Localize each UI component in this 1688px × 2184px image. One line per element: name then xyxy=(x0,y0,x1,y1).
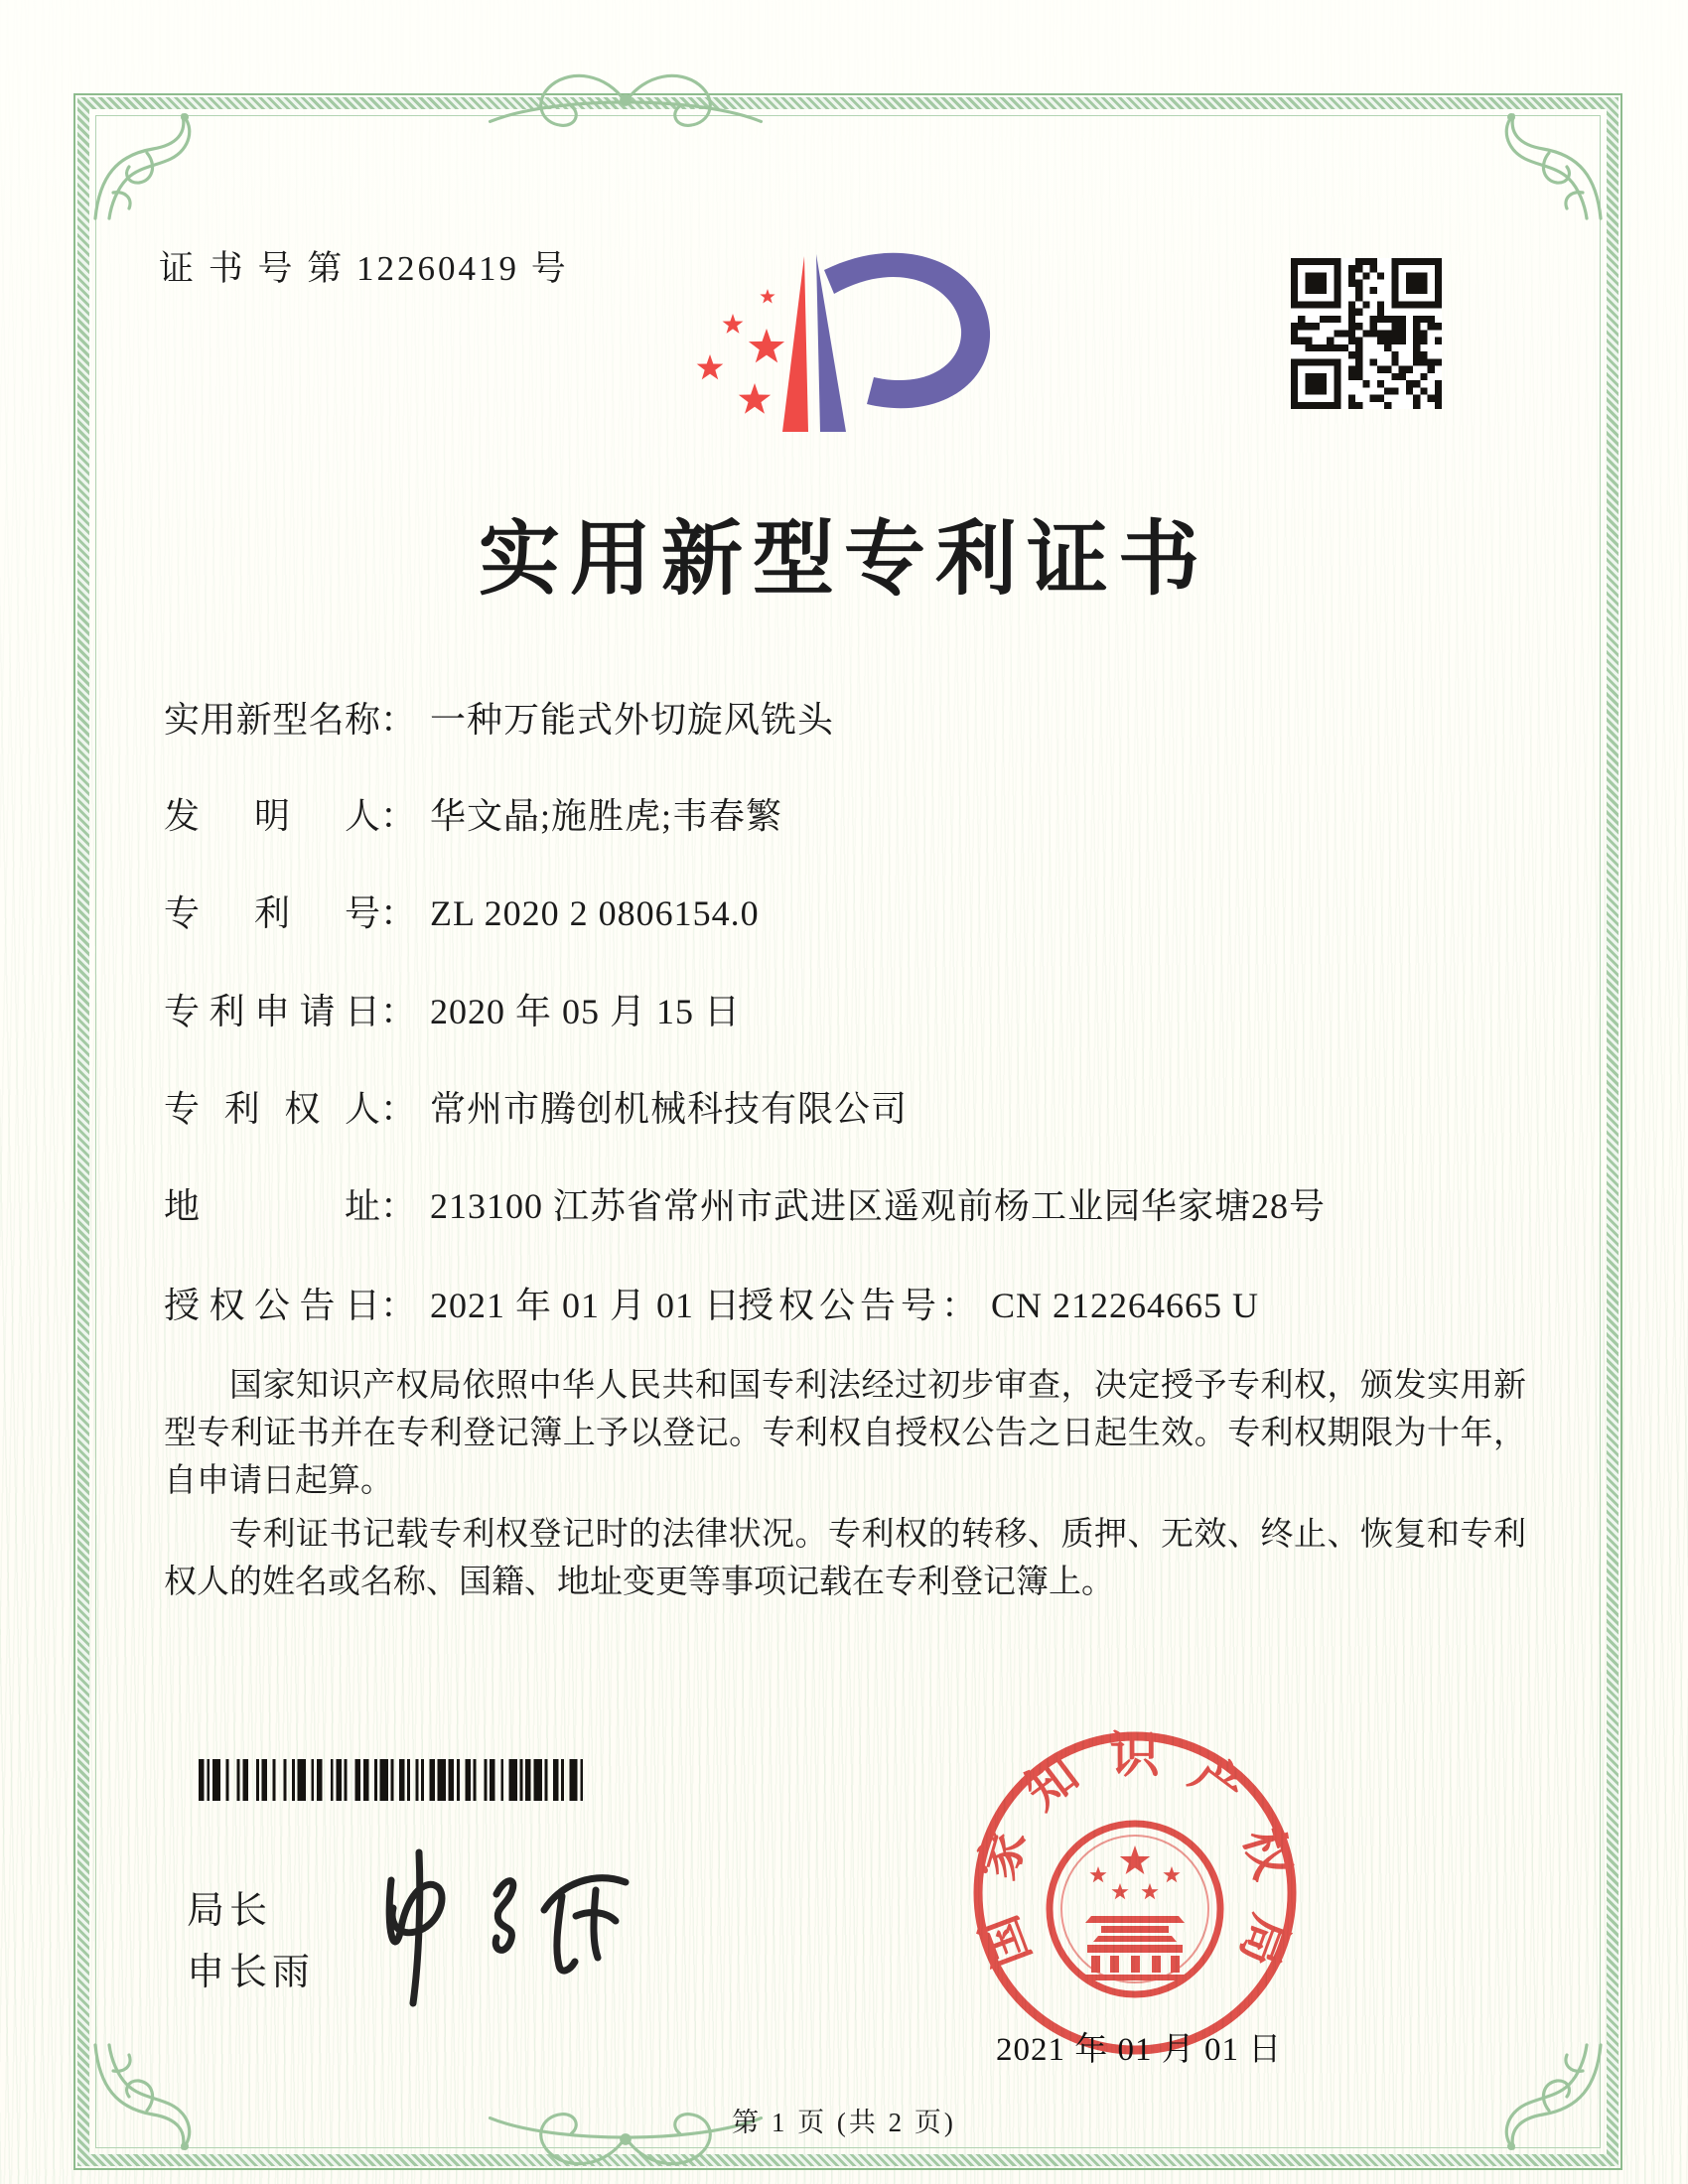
field-label: 授权公告日 xyxy=(164,1286,380,1325)
field-row-filing-date xyxy=(164,990,1534,1033)
certificate-number: 证 书 号 第 12260419 号 xyxy=(159,249,569,288)
page-number-footer: 第 1 页 (共 2 页) xyxy=(732,2108,956,2137)
field-colon: ： xyxy=(380,1186,417,1226)
field-colon: ： xyxy=(380,1089,417,1129)
field-row-inventors xyxy=(164,794,1534,838)
corner-flourish-icon xyxy=(1489,107,1609,226)
cnipa-official-seal xyxy=(966,1724,1304,2062)
field-label: 授权公告号 xyxy=(738,1286,942,1325)
field-value: ZL 2020 2 0806154.0 xyxy=(430,893,760,933)
commissioner-name-label: 申长雨 xyxy=(187,1952,316,1993)
field-colon: ： xyxy=(941,1286,978,1325)
field-row-address xyxy=(164,1184,1534,1228)
field-value: 213100 江苏省常州市武进区遥观前杨工业园华家塘28号 xyxy=(430,1186,1327,1226)
certificate-title: 实用新型专利证书 xyxy=(478,514,1209,605)
field-label: 专利权人 xyxy=(164,1089,380,1129)
field-row-patent-no xyxy=(164,891,1534,935)
field-colon: ： xyxy=(380,796,417,836)
field-colon: ： xyxy=(380,893,417,933)
barcode xyxy=(199,1759,586,1801)
field-value: CN 212264665 U xyxy=(991,1286,1260,1325)
commissioner-signature xyxy=(346,1839,673,2032)
field-label: 实用新型名称 xyxy=(164,700,380,740)
field-row-patentee xyxy=(164,1087,1534,1131)
field-colon: ： xyxy=(380,700,417,740)
corner-flourish-icon xyxy=(87,107,207,226)
field-label: 地址 xyxy=(164,1186,380,1226)
field-value: 华文晶;施胜虎;韦春繁 xyxy=(430,796,783,836)
field-label: 专利号 xyxy=(164,893,380,933)
top-crest-flourish-icon xyxy=(467,62,784,139)
field-grant-publication-no xyxy=(738,1284,1259,1327)
field-value: 一种万能式外切旋风铣头 xyxy=(430,700,835,740)
field-value: 2021 年 01 月 01 日 xyxy=(430,1286,742,1325)
field-value: 2020 年 05 月 15 日 xyxy=(430,992,742,1031)
seal-date: 2021 年 01 月 01 日 xyxy=(996,2032,1283,2068)
field-value: 常州市腾创机械科技有限公司 xyxy=(430,1089,909,1129)
field-colon: ： xyxy=(380,1286,417,1325)
field-label: 专利申请日 xyxy=(164,992,380,1031)
qr-code xyxy=(1291,258,1442,409)
seal-text: 国家知识产权局 xyxy=(968,1726,1302,1975)
legal-paragraph-1: 国家知识产权局依照中华人民共和国专利法经过初步审查，决定授予专利权，颁发实用新型专利证书并在专利登记簿上予以登记。专利权自授权公告之日起生效。专利权期限为十年，自申请日起算。 xyxy=(164,1368,1526,1499)
cnipa-logo-icon xyxy=(683,226,996,460)
field-label: 发明人 xyxy=(164,796,380,836)
field-row-grant-date xyxy=(164,1284,1534,1327)
field-row-utility-name xyxy=(164,698,1534,742)
legal-text-block xyxy=(164,1362,1526,1606)
national-emblem-icon xyxy=(1050,1824,1220,1994)
legal-paragraph-2: 专利证书记载专利权登记时的法律状况。专利权的转移、质押、无效、终止、恢复和专利权人的姓名或名称、国籍、地址变更等事项记载在专利登记簿上。 xyxy=(164,1517,1526,1600)
commissioner-role-label: 局长 xyxy=(187,1890,273,1932)
field-colon: ： xyxy=(380,992,417,1031)
